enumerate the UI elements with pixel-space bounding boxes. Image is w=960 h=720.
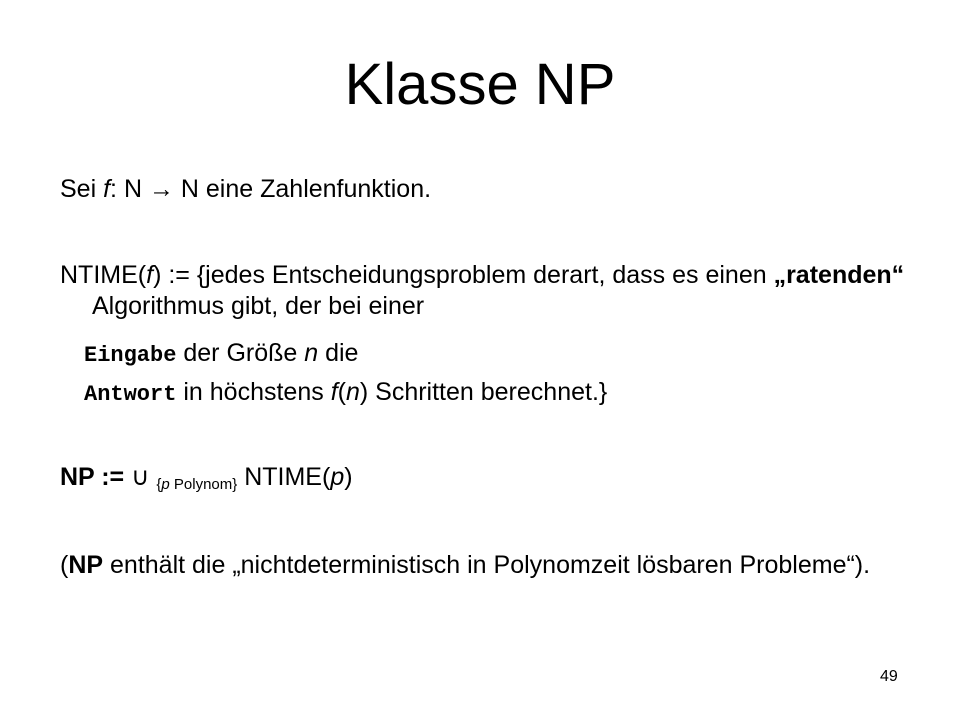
np-definition	[60, 462, 910, 500]
var-n: n	[304, 339, 319, 367]
np-bold: NP :=	[60, 463, 125, 491]
code-eingabe: Eingabe	[84, 343, 177, 368]
text: ) := {jedes Entscheidungsproblem derart, dass es einen	[153, 261, 774, 289]
text: )	[344, 463, 353, 491]
antwort-line	[84, 377, 607, 410]
page-number: 49	[880, 668, 898, 685]
text: {	[156, 476, 162, 493]
slide-title: Klasse NP	[344, 52, 616, 117]
text: in höchstens	[176, 378, 331, 406]
ntime-definition	[60, 260, 942, 322]
text: (	[337, 378, 346, 406]
union-subscript	[156, 476, 237, 493]
text: Algorithmus gibt, der bei einer	[92, 292, 425, 320]
var-f: f	[103, 175, 111, 203]
text: Sei	[60, 175, 104, 203]
guessing-term: „ratenden“	[773, 261, 905, 289]
text: Polynom}	[169, 476, 238, 493]
var-f: f	[330, 378, 338, 406]
text: ) Schritten berechnet.}	[359, 378, 608, 406]
var-p: p	[161, 476, 170, 493]
text: (	[60, 551, 69, 579]
eingabe-line	[84, 338, 358, 371]
np-remark	[60, 550, 942, 581]
function-definition	[60, 174, 910, 205]
text: : N	[110, 175, 149, 203]
union-symbol: ∪	[124, 463, 157, 491]
np-bold: NP	[68, 551, 104, 579]
text: NTIME(	[60, 261, 147, 289]
var-n: n	[345, 378, 360, 406]
text: die	[318, 339, 359, 367]
text: der Größe	[176, 339, 305, 367]
text: N eine Zahlenfunktion.	[173, 175, 432, 203]
text: enthält die „nichtdeterministisch in Polynomzeit lösbaren Probleme“).	[103, 551, 871, 579]
code-antwort: Antwort	[84, 382, 177, 407]
arrow-symbol: →	[148, 175, 174, 203]
var-f: f	[146, 261, 154, 289]
text: NTIME(	[237, 463, 331, 491]
var-p: p	[330, 463, 345, 491]
